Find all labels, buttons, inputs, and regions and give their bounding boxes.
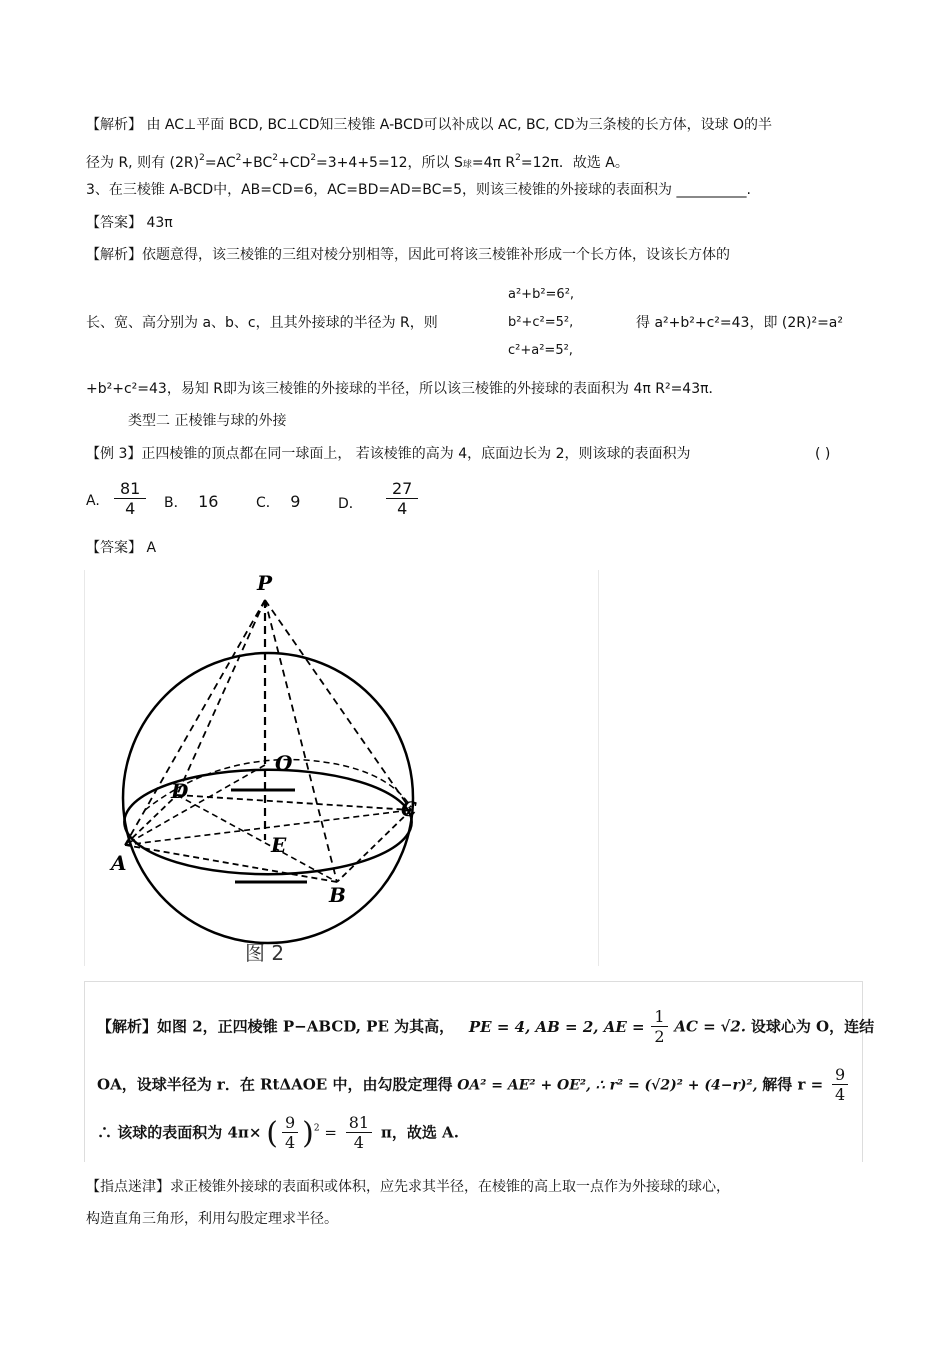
para1-line1: 【解析】 由 AC⊥平面 BCD, BC⊥CD知三棱锥 A-BCD可以补成以 AC, BC, CD为三条棱的长方体，设球 O的半: [86, 117, 773, 133]
figure-caption: 图 2: [245, 941, 285, 965]
answer-example-3: 【答案】 A: [86, 540, 157, 556]
ellipse-front: [125, 817, 412, 874]
solution-3-line2b: 得 a²+b²+c²=43，即 (2R)²=a²: [636, 315, 843, 331]
equation-3: c²+a²=5²,: [508, 343, 573, 358]
solution-line1: 【解析】如图 2，正四棱锥 P−ABCD, PE 为其高， PE = 4, AB = 2, AE = $\frac{1}{2}$ AC = √2. 设球心为 O，连结: [97, 1007, 875, 1046]
solution-line2: OA，设球半径为 r．在 RtΔAOE 中，由勾股定理得 OA² = AE² + OE², ∴ r² = (√2)² + (4−r)², 解得 r = $\frac{9}{4}$: [97, 1066, 852, 1105]
tip-line1: 【指点迷津】求正棱锥外接球的表面积或体积，应先求其半径，在棱锥的高上取一点作为外接球的球心，: [86, 1179, 730, 1195]
label-b: B: [329, 883, 346, 907]
solution-box: [84, 981, 875, 1162]
section-heading-type2: 类型二 正棱锥与球的外接: [128, 413, 287, 429]
equation-2: b²+c²=5²,: [508, 315, 574, 330]
solution-3-line3: +b²+c²=43，易知 R即为该三棱锥的外接球的半径，所以该三棱锥的外接球的表面积为 4π R²=43π．: [86, 381, 723, 397]
figure-svg: [85, 570, 598, 966]
sphere-outline: [123, 653, 413, 943]
label-e: E: [271, 833, 287, 857]
example-3: 【例 3】正四棱锥的顶点都在同一球面上， 若该棱锥的高为 4，底面边长为 2，则该球的表面积为: [86, 446, 691, 462]
label-c: C: [401, 797, 417, 821]
choice-b: B． 16: [164, 492, 219, 511]
answer-3: 【答案】 43π: [86, 215, 173, 231]
figure-sphere-pyramid: [84, 570, 599, 966]
choice-c: C． 9: [256, 492, 301, 511]
solution-line3: ∴ 该球的表面积为 4π× ( $\frac{9}{4}$ )$^2$ = $\frac{81}{4}$ π，故选 A.: [97, 1113, 459, 1152]
equation-1: a²+b²=6²,: [508, 287, 575, 302]
label-o: O: [275, 751, 293, 775]
label-d: D: [171, 779, 189, 803]
solution-3-line2a: 长、宽、高分别为 a、b、c，且其外接球的半径为 R，则: [86, 315, 438, 331]
label-p: P: [257, 571, 273, 595]
question-3: 3、在三棱锥 A-BCD中，AB=CD=6，AC=BD=AD=BC=5，则该三棱锥的外接球的表面积为 __________.: [86, 182, 751, 198]
para1-line2: 径为 R, 则有 $(2R)^2=AC^2+BC^2+CD^2=3+4+5=12$，所以 S球=4π $R^2=12\pi$．故选 A。: [86, 153, 629, 171]
solution-3-line1: 【解析】依题意得，该三棱锥的三组对棱分别相等，因此可将该三棱锥补形成一个长方体，设该长方体的: [86, 247, 730, 263]
label-a: A: [111, 851, 127, 875]
ellipse-back: [124, 770, 411, 827]
example-3-paren: ( ): [815, 446, 831, 462]
tip-line2: 构造直角三角形，利用勾股定理求半径。: [86, 1211, 338, 1227]
